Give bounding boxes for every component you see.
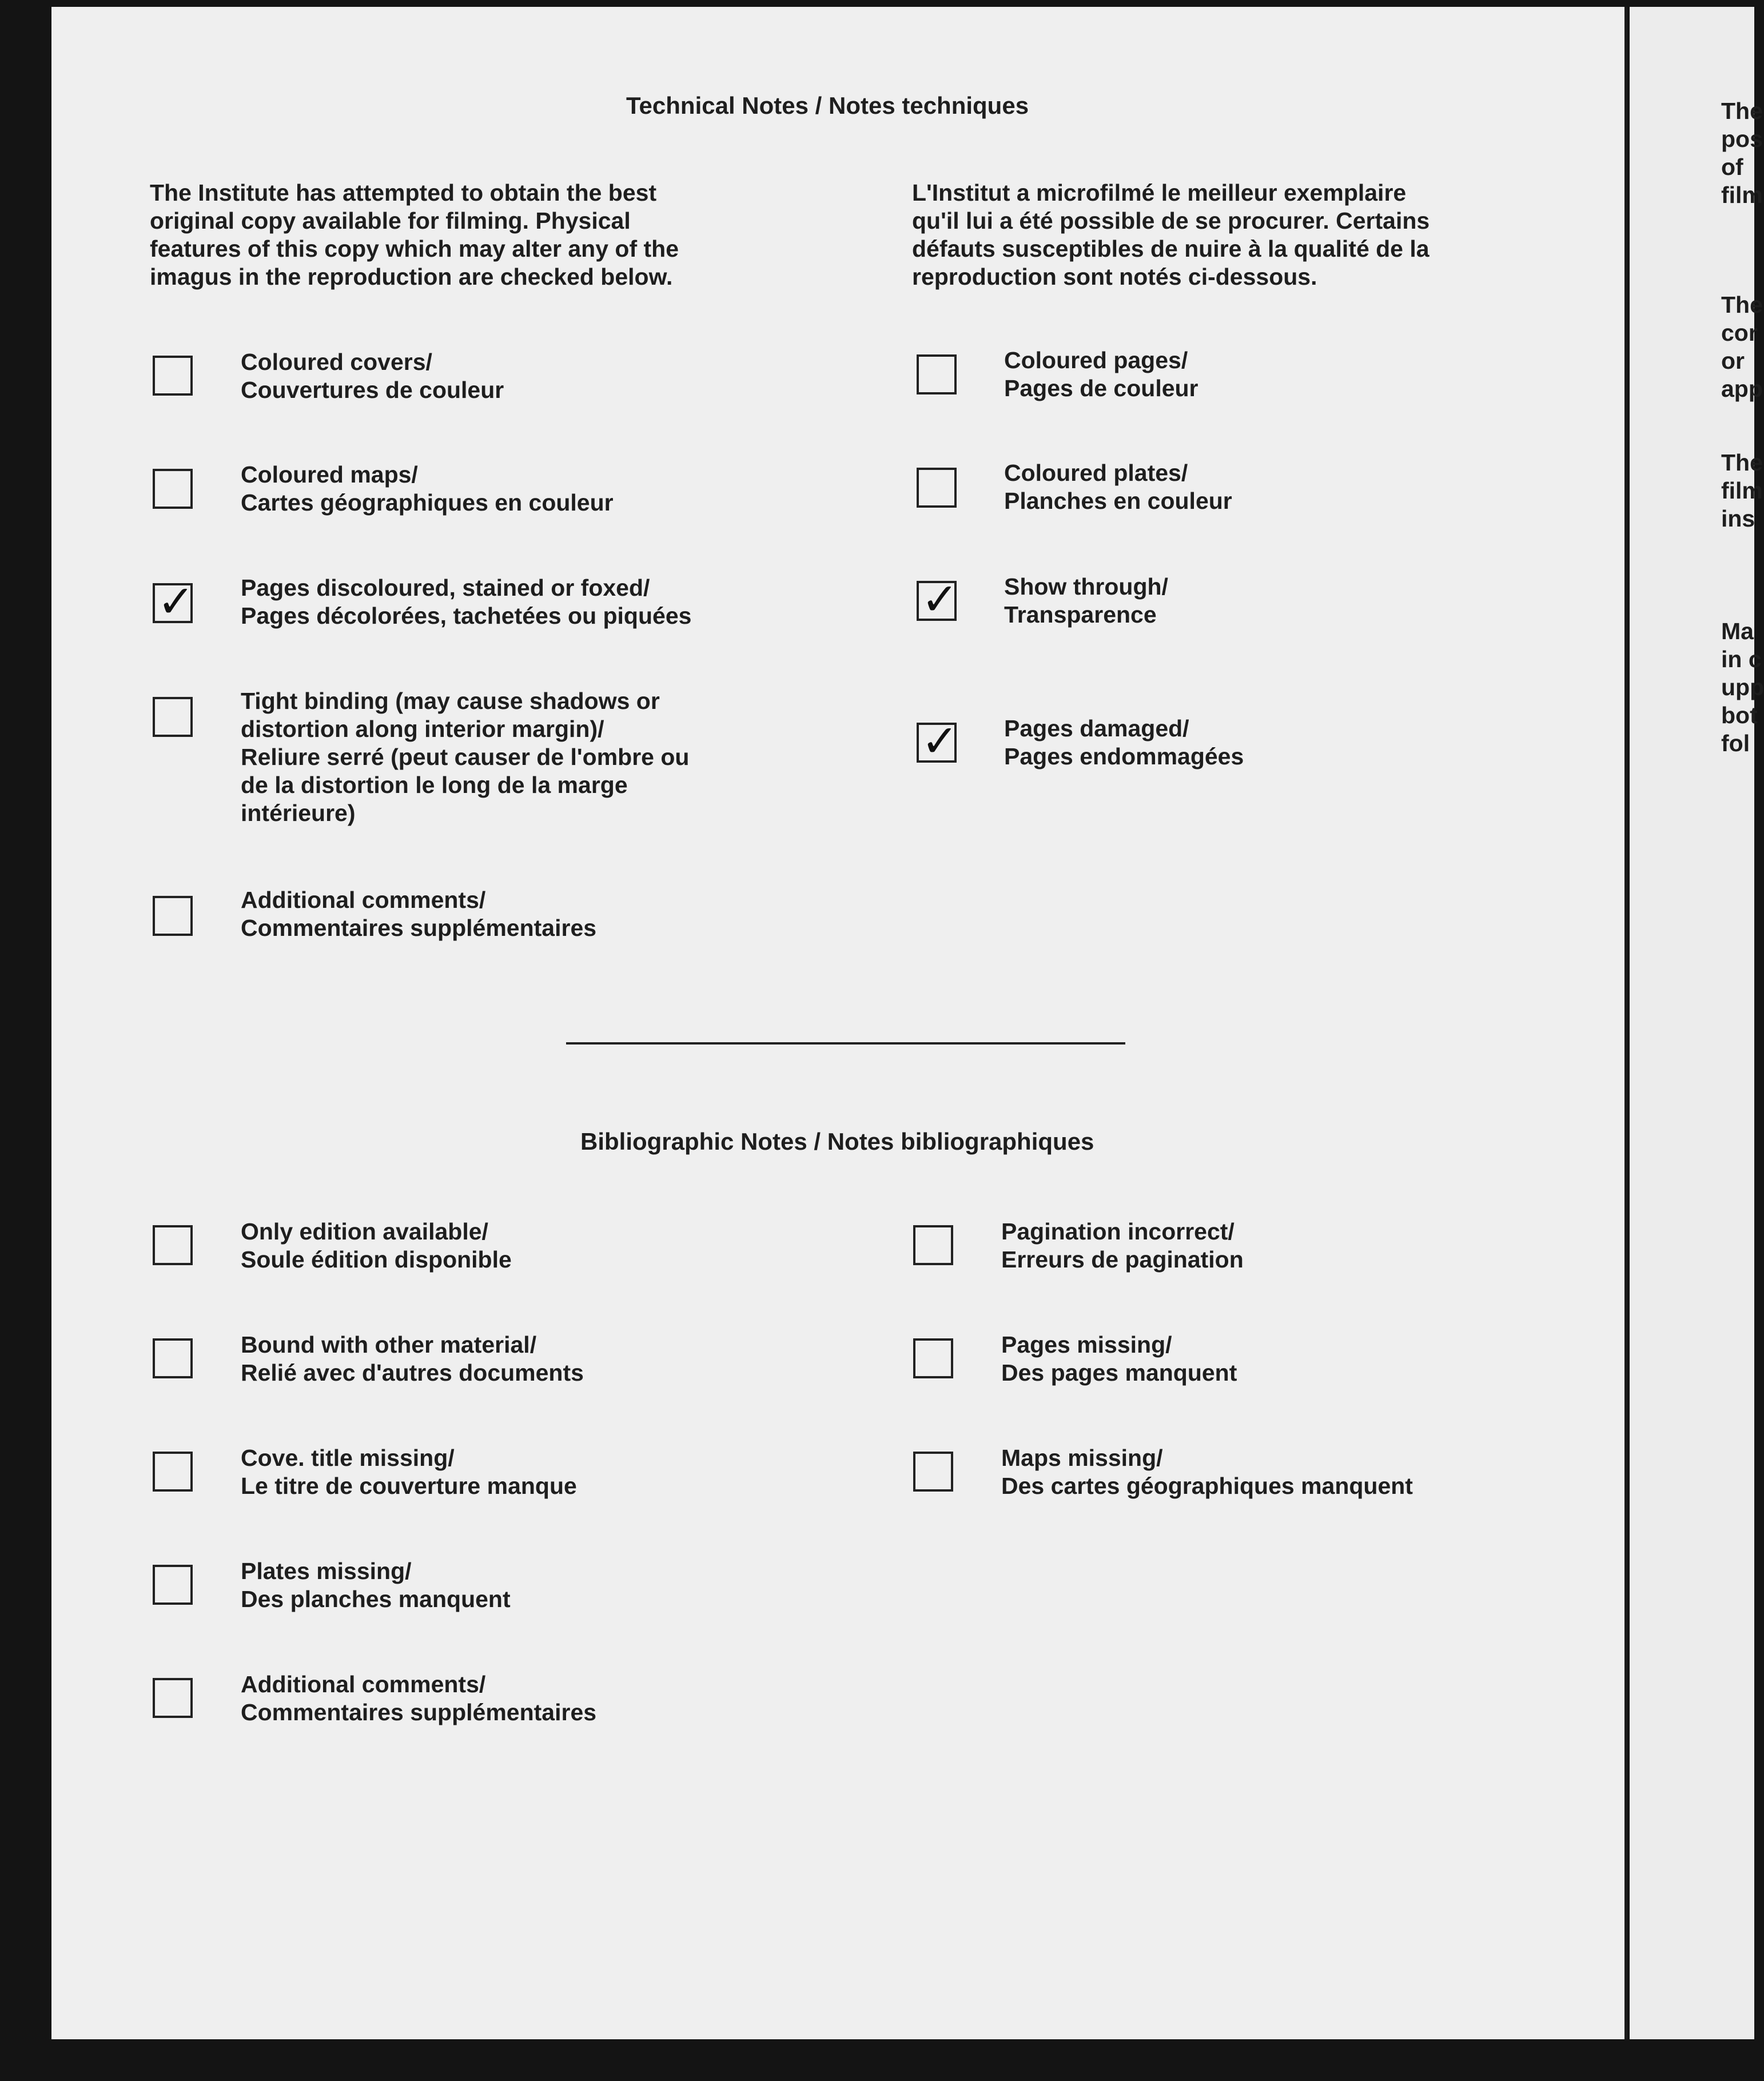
checkbox-plates-missing[interactable] bbox=[153, 1565, 193, 1605]
label-pages-discoloured: Pages discoloured, stained or foxed/ Pages décolorées, tachetées ou piquées bbox=[241, 575, 692, 629]
section-divider bbox=[566, 1042, 1125, 1045]
intro-english: The Institute has attempted to obtain the best original copy available for filming. Physical features of this copy which may alter any of the imagus in the reproduction are checked below. bbox=[150, 180, 679, 290]
label-only-edition: Only edition available/ Soule édition disponible bbox=[241, 1218, 512, 1273]
label-additional-comments-technical: Additional comments/ Commentaires supplémentaires bbox=[241, 887, 597, 941]
checkbox-pagination-incorrect[interactable] bbox=[913, 1225, 953, 1265]
checkbox-pages-discoloured[interactable] bbox=[153, 576, 195, 627]
checkbox-bound-with[interactable] bbox=[153, 1338, 193, 1378]
checkbox-maps-missing[interactable] bbox=[913, 1452, 953, 1492]
checkbox-coloured-pages[interactable] bbox=[917, 354, 957, 394]
label-show-through: Show through/ Transparence bbox=[1004, 573, 1168, 628]
sheet-divider bbox=[1624, 7, 1627, 2039]
checkbox-additional-comments-bibliographic[interactable] bbox=[153, 1678, 193, 1718]
label-coloured-pages: Coloured pages/ Pages de couleur bbox=[1004, 347, 1198, 401]
checkbox-tight-binding[interactable] bbox=[153, 697, 193, 737]
checkbox-pages-missing[interactable] bbox=[913, 1338, 953, 1378]
adjacent-sheet-fragment bbox=[1630, 7, 1764, 2039]
checkbox-only-edition[interactable] bbox=[153, 1225, 193, 1265]
check-mark-icon: ✓ bbox=[921, 574, 959, 624]
label-maps-missing: Maps missing/ Des cartes géographiques manquent bbox=[1001, 1445, 1413, 1499]
technical-notes-heading: Technical Notes / Notes techniques bbox=[626, 92, 1029, 119]
side-fragment-3: The film ins bbox=[1721, 449, 1763, 532]
side-fragment-1: The pos of film bbox=[1721, 98, 1763, 208]
checkbox-coloured-maps[interactable] bbox=[153, 469, 193, 509]
label-bound-with: Bound with other material/ Relié avec d'autres documents bbox=[241, 1331, 584, 1386]
label-pagination-incorrect: Pagination incorrect/ Erreurs de pagination bbox=[1001, 1218, 1244, 1273]
bibliographic-notes-heading: Bibliographic Notes / Notes bibliographiques bbox=[580, 1128, 1094, 1155]
side-fragment-4: Ma in c upp bot fol bbox=[1721, 618, 1764, 756]
label-cover-title-missing: Cove. title missing/ Le titre de couverture manque bbox=[241, 1445, 577, 1499]
label-coloured-plates: Coloured plates/ Planches en couleur bbox=[1004, 460, 1232, 514]
label-coloured-covers: Coloured covers/ Couvertures de couleur bbox=[241, 349, 504, 403]
label-pages-missing: Pages missing/ Des pages manquent bbox=[1001, 1331, 1237, 1386]
label-coloured-maps: Coloured maps/ Cartes géographiques en couleur bbox=[241, 461, 614, 516]
side-fragment-2: The cor or app bbox=[1721, 292, 1763, 402]
technical-notes-sheet bbox=[51, 7, 1627, 2039]
label-pages-damaged: Pages damaged/ Pages endommagées bbox=[1004, 715, 1244, 770]
label-plates-missing: Plates missing/ Des planches manquent bbox=[241, 1558, 511, 1612]
label-additional-comments-bibliographic: Additional comments/ Commentaires supplémentaires bbox=[241, 1671, 597, 1725]
checkbox-pages-damaged[interactable] bbox=[917, 716, 959, 766]
checkbox-additional-comments-technical[interactable] bbox=[153, 896, 193, 936]
label-tight-binding: Tight binding (may cause shadows or distortion along interior margin)/ Reliure serré (peut causer de l'ombre ou de la distortion le long de la marge intérieure) bbox=[241, 688, 690, 826]
intro-french: L'Institut a microfilmé le meilleur exemplaire qu'il lui a été possible de se procurer. Certains défauts susceptibles de nuire à la qualité de la reproduction sont notés ci-dessous. bbox=[912, 180, 1430, 290]
checkbox-cover-title-missing[interactable] bbox=[153, 1452, 193, 1492]
check-mark-icon: ✓ bbox=[921, 716, 959, 766]
checkbox-coloured-covers[interactable] bbox=[153, 356, 193, 396]
check-mark-icon: ✓ bbox=[157, 576, 195, 627]
checkbox-coloured-plates[interactable] bbox=[917, 468, 957, 508]
checkbox-show-through[interactable] bbox=[917, 574, 959, 624]
